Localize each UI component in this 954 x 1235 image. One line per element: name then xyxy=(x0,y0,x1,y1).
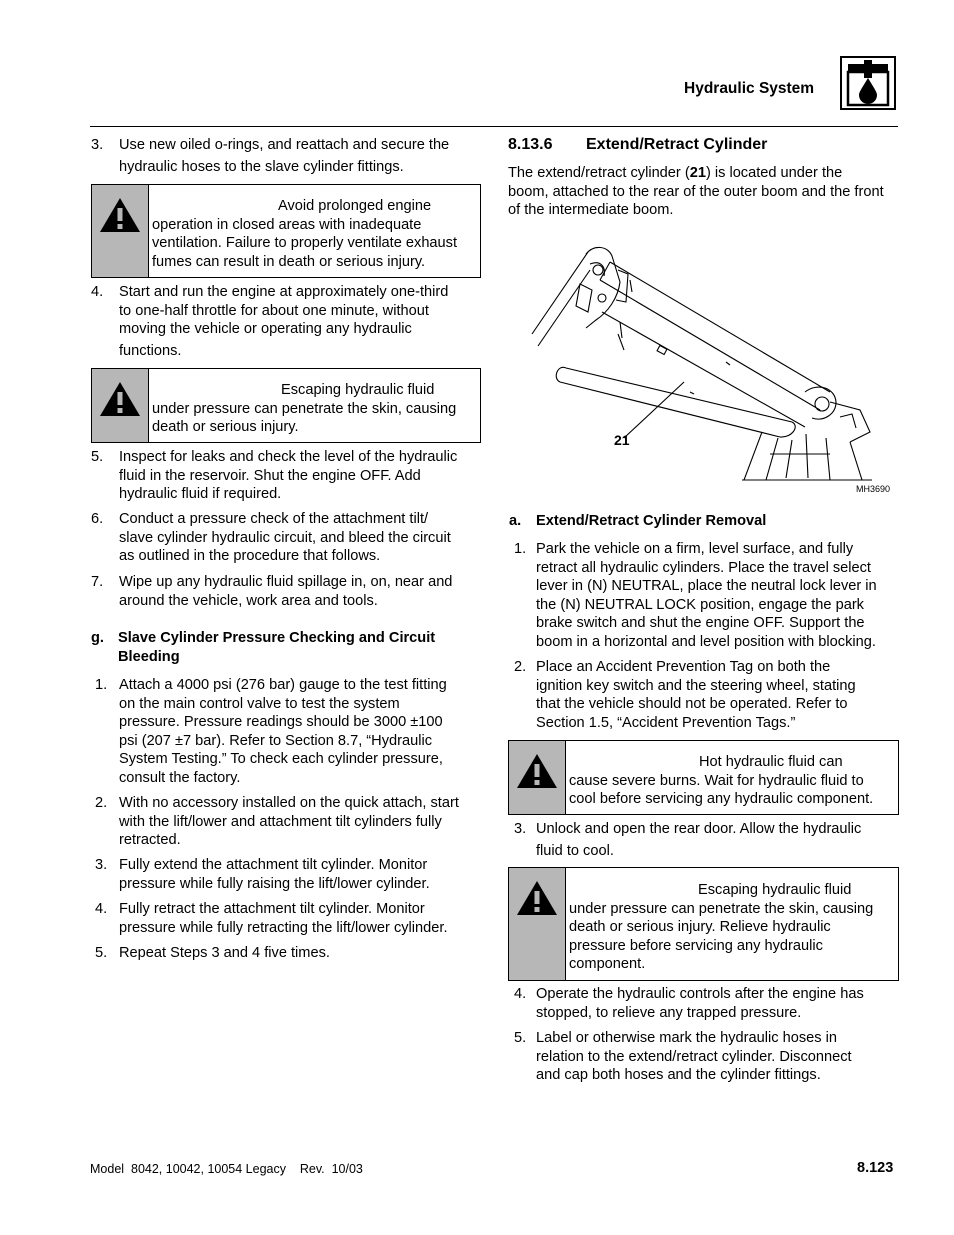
intro-text: boom, attached to the rear of the outer boom and the front xyxy=(508,183,884,200)
step-number: 3. xyxy=(95,857,108,873)
text-line: Park the vehicle on a firm, level surface, and fully xyxy=(536,541,854,557)
warning-text: pressure before servicing any hydraulic xyxy=(569,937,823,954)
text-line: Section 1.5, “Accident Prevention Tags.” xyxy=(536,714,796,731)
warning-box xyxy=(91,184,481,278)
text-line: relation to the extend/retract cylinder. Disconnect xyxy=(536,1048,852,1065)
text-line: Unlock and open the rear door. Allow the hydraulic xyxy=(536,821,862,837)
text-line: on the main control valve to test the system xyxy=(119,695,400,712)
intro-text: The extend/retract cylinder ( xyxy=(508,165,690,181)
warning-text: under pressure can penetrate the skin, causing xyxy=(152,400,457,417)
subsection-letter: g. xyxy=(91,630,104,646)
section-intro xyxy=(508,164,900,220)
subsection-title: Extend/Retract Cylinder Removal xyxy=(536,513,767,529)
text-line: brake switch and shut the engine OFF. Support the xyxy=(536,615,865,632)
warning-text: death or serious injury. Relieve hydraulic xyxy=(569,919,831,936)
intro-text: of the intermediate boom. xyxy=(508,202,674,219)
text-line: Conduct a pressure check of the attachment tilt/ xyxy=(119,511,429,527)
text-line: pressure while fully raising the lift/lower cylinder. xyxy=(119,875,430,892)
warning-text: Escaping hydraulic fluid xyxy=(698,882,852,898)
text-line: boom in a horizontal and level position with blocking. xyxy=(536,633,876,650)
step-number: 4. xyxy=(91,284,104,300)
text-line: with the lift/lower and attachment tilt cylinders fully xyxy=(119,813,442,830)
warning-text: Hot hydraulic fluid can xyxy=(699,754,843,770)
section-heading xyxy=(508,136,768,155)
text-line: Label or otherwise mark the hydraulic hoses in xyxy=(536,1030,837,1046)
text-line: slave cylinder hydraulic circuit, and bleed the circuit xyxy=(119,529,451,546)
text-line: Repeat Steps 3 and 4 five times. xyxy=(119,945,330,961)
warning-text: operation in closed areas with inadequate xyxy=(152,216,422,233)
step-number: 4. xyxy=(95,901,108,917)
hydraulic-tank-icon xyxy=(840,56,896,110)
page-header-title: Hydraulic System xyxy=(684,80,815,97)
text-line: as outlined in the procedure that follows. xyxy=(119,548,381,565)
step-number: 3. xyxy=(514,821,527,837)
text-line: Operate the hydraulic controls after the engine has xyxy=(536,986,864,1002)
boom-illustration xyxy=(530,242,896,492)
step-number: 4. xyxy=(514,986,527,1002)
text-line: to one-half throttle for about one minute, without xyxy=(119,302,429,319)
text-line: ignition key switch and the steering wheel, stating xyxy=(536,677,856,694)
step-number: 2. xyxy=(514,659,527,675)
step-number: 5. xyxy=(95,945,108,961)
text-line: retracted. xyxy=(119,832,181,849)
warning-sidebar xyxy=(92,185,149,277)
warning-icon xyxy=(99,197,141,233)
warning-text: under pressure can penetrate the skin, causing xyxy=(569,900,874,917)
text-line: psi (207 ±7 bar). Refer to Section 8.7, “Hydraulic xyxy=(119,732,432,749)
text-line: moving the vehicle or operating any hydraulic xyxy=(119,321,412,338)
warning-text: component. xyxy=(569,956,646,973)
warning-text: fumes can result in death or serious injury. xyxy=(152,253,426,270)
subsection-letter: a. xyxy=(509,513,522,529)
subsection-title: Slave Cylinder Pressure Checking and Circuit xyxy=(118,630,436,646)
text-line: Attach a 4000 psi (276 bar) gauge to the test fitting xyxy=(119,677,447,693)
warning-sidebar xyxy=(509,741,566,814)
intro-callout-ref: 21 xyxy=(689,165,706,181)
text-line: consult the factory. xyxy=(119,769,241,786)
warning-text: Escaping hydraulic fluid xyxy=(281,382,435,398)
text-line: pressure. Pressure readings should be 3000 ±100 xyxy=(119,714,443,731)
figure-id: MH3690 xyxy=(856,484,891,494)
warning-text: cause severe burns. Wait for hydraulic fluid to xyxy=(569,772,864,789)
text-line: retract all hydraulic cylinders. Place the travel select xyxy=(536,559,871,576)
warning-text: Avoid prolonged engine xyxy=(278,198,432,214)
text-line: hydraulic hoses to the slave cylinder fittings. xyxy=(119,158,404,175)
step-number: 5. xyxy=(91,449,104,465)
text-line: lever in (N) NEUTRAL, place the neutral lock lever in xyxy=(536,578,877,595)
section-title: Extend/Retract Cylinder xyxy=(586,136,768,153)
page-number: 8.123 xyxy=(857,1160,894,1176)
text-line: stopped, to relieve any trapped pressure. xyxy=(536,1004,802,1021)
text-line: fluid to cool. xyxy=(536,842,614,859)
warning-icon xyxy=(516,753,558,789)
step-number: 1. xyxy=(95,677,108,693)
warning-icon xyxy=(516,880,558,916)
text-line: Wipe up any hydraulic fluid spillage in, on, near and xyxy=(119,574,453,590)
warning-text: cool before servicing any hydraulic component. xyxy=(569,791,874,808)
step-number: 1. xyxy=(514,541,527,557)
text-line: pressure while fully retracting the lift/lower cylinder. xyxy=(119,919,448,936)
text-line: fluid in the reservoir. Shut the engine OFF. Add xyxy=(119,467,421,484)
text-line: Start and run the engine at approximately one-third xyxy=(119,284,449,300)
subsection-title: Bleeding xyxy=(118,648,180,665)
text-line: the (N) NEUTRAL LOCK position, engage the park xyxy=(536,596,864,613)
text-line: and cap both hoses and the cylinder fittings. xyxy=(536,1067,821,1084)
warning-text: ventilation. Failure to properly ventilate exhaust xyxy=(152,235,458,252)
warning-box xyxy=(91,368,481,443)
step-number: 3. xyxy=(91,137,104,153)
footer-model-rev: Model 8042, 10042, 10054 Legacy Rev. 10/03 xyxy=(90,1162,363,1176)
boom-cylinder-figure xyxy=(530,242,896,492)
text-line: around the vehicle, work area and tools. xyxy=(119,592,378,609)
text-line: hydraulic fluid if required. xyxy=(119,486,282,503)
warning-box xyxy=(508,867,899,981)
header-rule xyxy=(90,126,898,127)
text-line: functions. xyxy=(119,342,182,359)
step-number: 7. xyxy=(91,574,104,590)
step-number: 2. xyxy=(95,795,108,811)
text-line: System Testing.” To check each cylinder pressure, xyxy=(119,751,443,768)
text-line: With no accessory installed on the quick attach, start xyxy=(119,795,459,811)
warning-box xyxy=(508,740,899,815)
text-line: Fully extend the attachment tilt cylinder. Monitor xyxy=(119,857,428,873)
section-number: 8.13.6 xyxy=(508,136,553,153)
warning-sidebar xyxy=(509,868,566,980)
text-line: Use new oiled o-rings, and reattach and secure the xyxy=(119,137,450,153)
step-number: 6. xyxy=(91,511,104,527)
warning-text: death or serious injury. xyxy=(152,419,299,436)
warning-icon xyxy=(99,381,141,417)
figure-callout-21: 21 xyxy=(614,432,630,448)
text-line: Place an Accident Prevention Tag on both the xyxy=(536,659,831,675)
text-line: that the vehicle should not be operated. Refer to xyxy=(536,696,848,713)
warning-sidebar xyxy=(92,369,149,442)
step-number: 5. xyxy=(514,1030,527,1046)
intro-text: ) is located under the xyxy=(705,165,843,181)
text-line: Inspect for leaks and check the level of the hydraulic xyxy=(119,449,458,465)
text-line: Fully retract the attachment tilt cylinder. Monitor xyxy=(119,901,425,917)
